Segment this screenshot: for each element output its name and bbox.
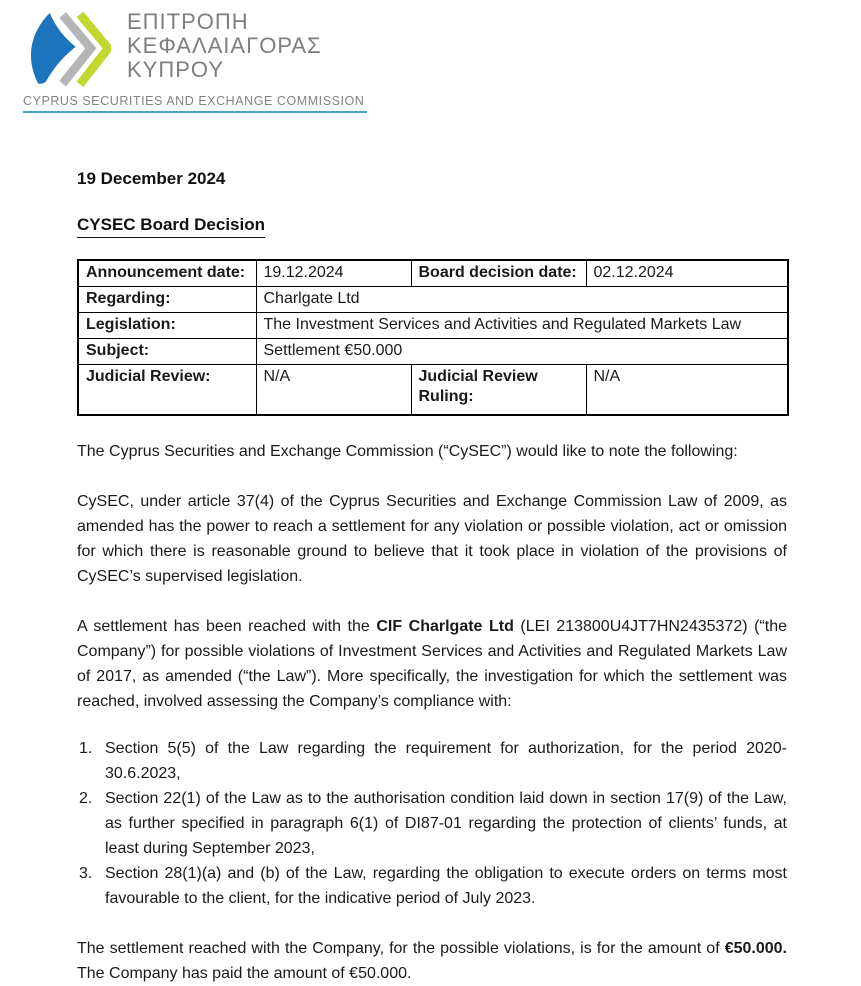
list-item	[79, 861, 787, 911]
logo-greek-text	[127, 10, 322, 82]
settlement-amount-bold: €50.000.	[724, 939, 787, 957]
legislation-value: The Investment Services and Activities and Regulated Markets Law	[256, 313, 788, 339]
paragraph-settlement-reached	[77, 614, 787, 714]
list-item-number: 3.	[79, 864, 93, 882]
para3-text-after: (LEI 213800U4JT7HN2435372) (“the Company”) for possible violations of Investment Services and Activities and Regulated Markets Law of 2017, as amended (“the Law”). More specifically, the investigation for which the settlement was reached, involved assessing the Company’s compliance with:	[77, 617, 787, 710]
list-item-number: 2.	[79, 789, 93, 807]
document-body	[77, 169, 787, 986]
announcement-date-label: Announcement date:	[78, 260, 256, 287]
cysec-logo-icon	[23, 8, 111, 90]
board-decision-date-label: Board decision date:	[411, 260, 586, 287]
list-item-text: Section 22(1) of the Law as to the authorisation condition laid down in section 17(9) of the Law, as further specified in paragraph 6(1) of DI87-01 regarding the protection of clients’ funds, at least during September 2023,	[105, 789, 787, 857]
paragraph-intro: The Cyprus Securities and Exchange Commission (“CySEC”) would like to note the following:	[77, 442, 738, 460]
logo-greek-line1: ΕΠΙΤΡΟΠΗ	[127, 9, 249, 34]
judicial-review-label: Judicial Review:	[78, 365, 256, 415]
judicial-review-value: N/A	[256, 365, 411, 415]
paragraph-settlement-power: CySEC, under article 37(4) of the Cyprus Securities and Exchange Commission Law of 2009, as amended has the power to reach a settlement for any violation or possible violation, act or omission for which there is reasonable ground to believe that it took place in violation of the provisions of CySEC’s supervised legislation.	[77, 492, 787, 585]
board-decision-date-value: 02.12.2024	[586, 260, 788, 287]
legislation-label: Legislation:	[78, 313, 256, 339]
para3-text-before: A settlement has been reached with the	[77, 617, 377, 635]
para4-text-before: The settlement reached with the Company, for the possible violations, is for the amount of	[77, 939, 725, 957]
subject-label: Subject:	[78, 339, 256, 365]
cysec-logo	[23, 8, 861, 90]
regarding-value: Charlgate Ltd	[256, 287, 788, 313]
logo-greek-line3: ΚΥΠΡΟΥ	[127, 57, 224, 82]
list-item-text: Section 5(5) of the Law regarding the requirement for authorization, for the period 2020-30.6.2023,	[105, 739, 787, 782]
table-row-dates	[78, 260, 788, 287]
judicial-ruling-label: Judicial Review Ruling:	[411, 365, 586, 415]
regarding-label: Regarding:	[78, 287, 256, 313]
table-row-judicial	[78, 365, 788, 415]
logo-english-text: CYPRUS SECURITIES AND EXCHANGE COMMISSION	[23, 94, 367, 113]
decision-summary-table	[77, 259, 789, 416]
document-date: 19 December 2024	[77, 169, 226, 188]
company-name-bold: CIF Charlgate Ltd	[376, 617, 514, 635]
para4-text-after: The Company has paid the amount of €50.000.	[77, 964, 412, 982]
cysec-header	[0, 0, 861, 113]
table-row-regarding	[78, 287, 788, 313]
table-row-legislation	[78, 313, 788, 339]
list-item	[79, 786, 787, 861]
document-title: CYSEC Board Decision	[77, 215, 265, 238]
list-item	[79, 736, 787, 786]
logo-greek-line2: ΚΕΦΑΛΑΙΑΓΟΡΑΣ	[127, 33, 322, 58]
judicial-ruling-value: N/A	[586, 365, 788, 415]
table-row-subject	[78, 339, 788, 365]
violations-list	[79, 736, 787, 911]
announcement-date-value: 19.12.2024	[256, 260, 411, 287]
list-item-number: 1.	[79, 739, 93, 757]
paragraph-settlement-amount	[77, 936, 787, 986]
list-item-text: Section 28(1)(a) and (b) of the Law, regarding the obligation to execute orders on terms most favourable to the client, for the indicative period of July 2023.	[105, 864, 787, 907]
subject-value: Settlement €50.000	[256, 339, 788, 365]
